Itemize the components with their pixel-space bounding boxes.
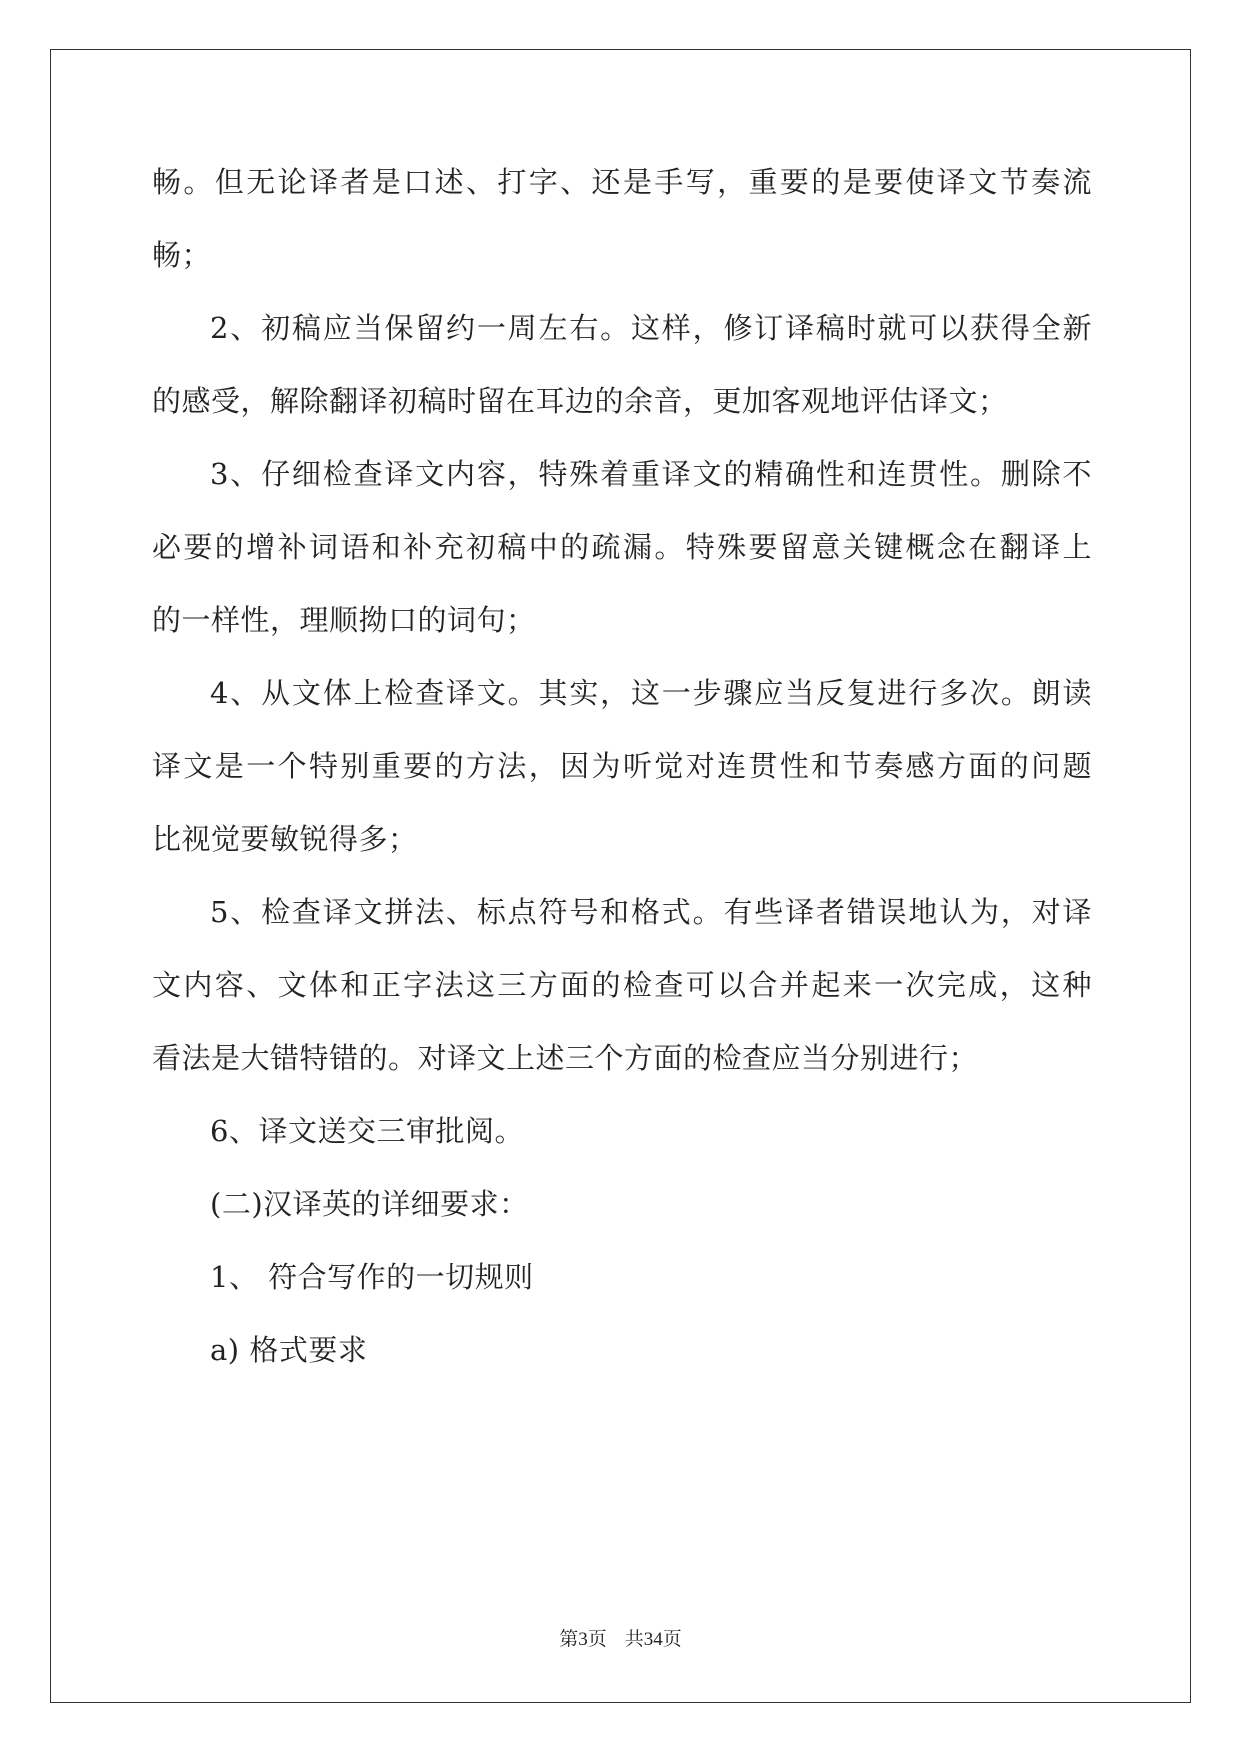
text-line: 5、检查译文拼法、标点符号和格式。有些译者错误地认为，对译 <box>210 895 1092 929</box>
text-line: 的感受，解除翻译初稿时留在耳边的余音，更加客观地评估译文； <box>152 384 1008 418</box>
text-line: 译文是一个特别重要的方法，因为听觉对连贯性和节奏感方面的问题 <box>152 749 1092 783</box>
text-line: 比视觉要敏锐得多； <box>152 822 418 856</box>
text-line: 必要的增补词语和补充初稿中的疏漏。特殊要留意关键概念在翻译上 <box>152 530 1092 564</box>
page-footer <box>0 1628 1241 1652</box>
text-line: 6、译文送交三审批阅。 <box>210 1114 524 1148</box>
text-line: 畅。但无论译者是口述、打字、还是手写，重要的是要使译文节奏流 <box>152 165 1092 199</box>
text-line: 文内容、文体和正字法这三方面的检查可以合并起来一次完成，这种 <box>152 968 1092 1002</box>
list-item: 1、 符合写作的一切规则 <box>210 1260 534 1294</box>
total-page-count: 共34页 <box>624 1629 682 1650</box>
text-line: 畅； <box>152 238 212 272</box>
current-page-number: 第3页 <box>559 1629 607 1650</box>
text-line: 看法是大错特错的。对译文上述三个方面的检查应当分别进行； <box>152 1041 979 1075</box>
section-heading: (二)汉译英的详细要求： <box>210 1187 529 1221</box>
text-line: 的一样性，理顺拗口的词句； <box>152 603 536 637</box>
list-item: a) 格式要求 <box>210 1333 368 1367</box>
text-line: 3、仔细检查译文内容，特殊着重译文的精确性和连贯性。删除不 <box>210 457 1092 491</box>
page-border <box>50 49 1191 1703</box>
text-line: 2、初稿应当保留约一周左右。这样，修订译稿时就可以获得全新 <box>210 311 1092 345</box>
text-line: 4、从文体上检查译文。其实，这一步骤应当反复进行多次。朗读 <box>210 676 1092 710</box>
